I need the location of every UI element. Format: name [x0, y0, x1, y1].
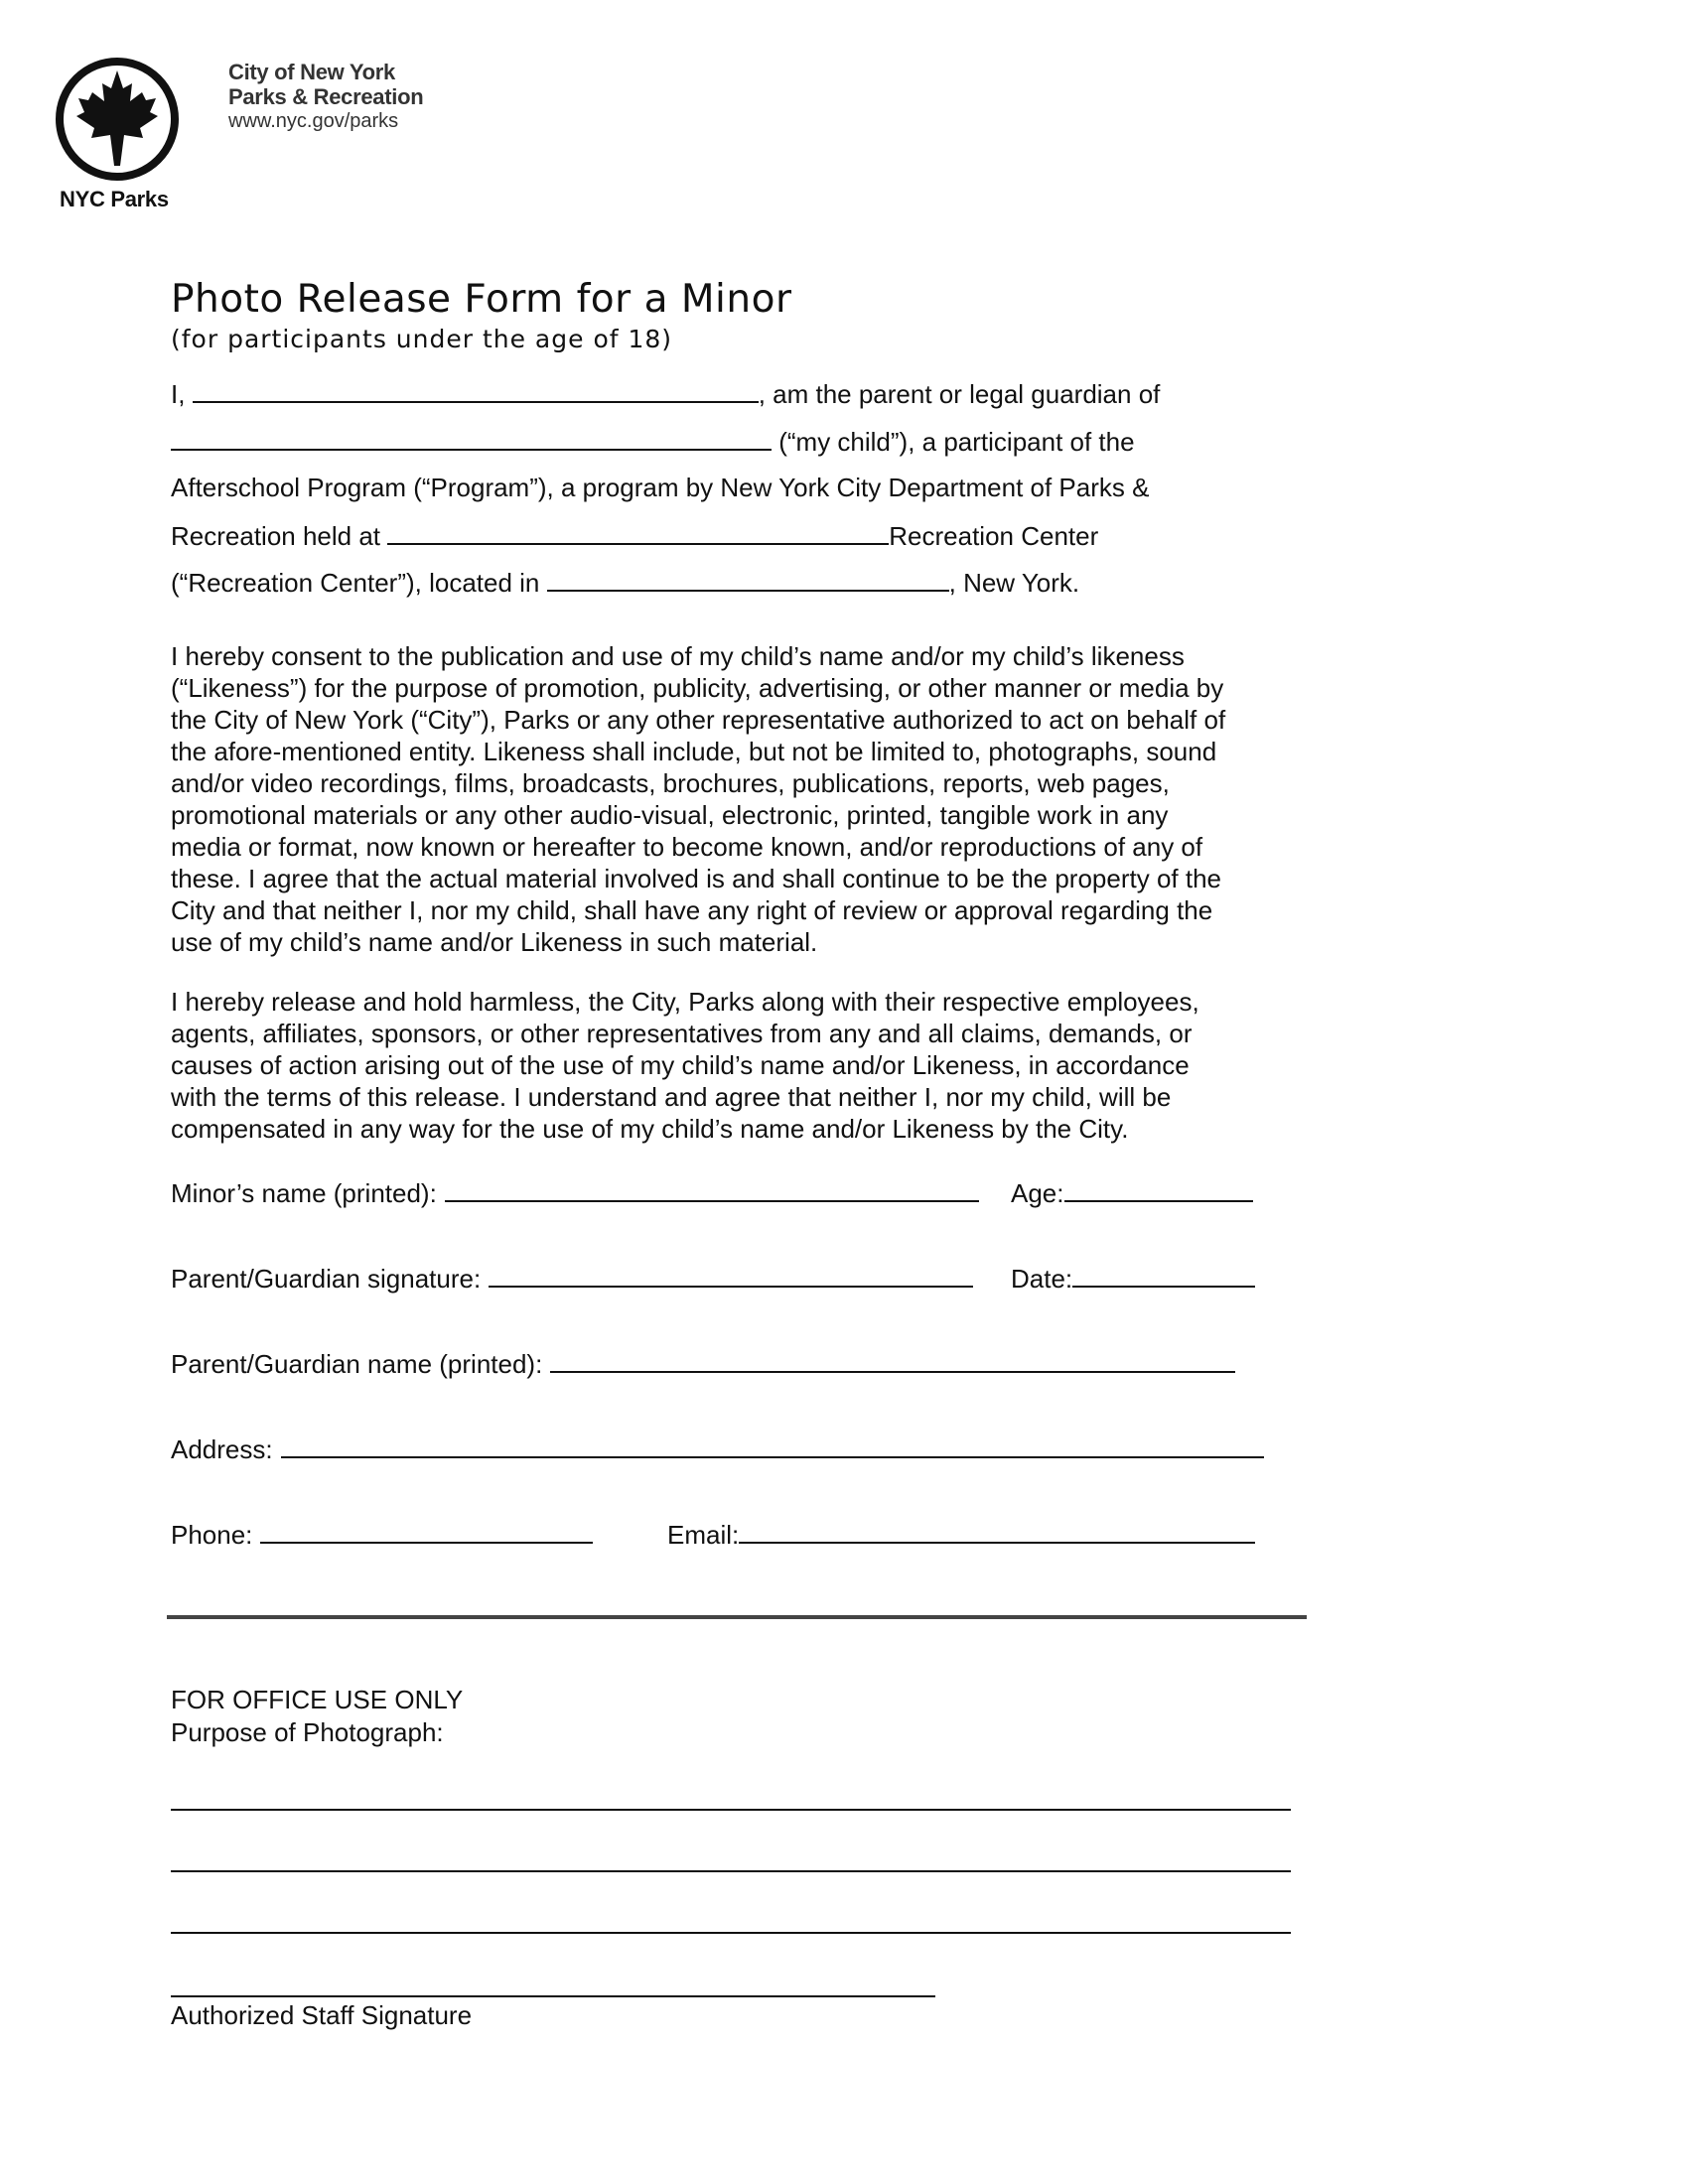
intro-line-1 — [171, 377, 1160, 410]
date-field — [1011, 1262, 1255, 1295]
org-name-line1: City of New York — [228, 60, 395, 84]
intro-l4-pre: Recreation held at — [171, 521, 381, 551]
consent-line: promotional materials or any other audio-visual, electronic, printed, tangible work in any — [171, 800, 1169, 830]
intro-line-5 — [171, 566, 1079, 599]
parent-name-blank[interactable] — [193, 377, 759, 403]
address-field — [171, 1433, 1264, 1465]
page-title: Photo Release Form for a Minor — [171, 277, 792, 322]
guardian-signature-blank[interactable] — [489, 1262, 973, 1288]
release-line: causes of action arising out of the use of my child’s name and/or Likeness, in accordance — [171, 1050, 1190, 1080]
consent-line: and/or video recordings, films, broadcasts, brochures, publications, reports, web pages, — [171, 768, 1170, 798]
intro-l5-pre: (“Recreation Center”), located in — [171, 568, 540, 598]
consent-line: these. I agree that the actual material involved is and shall continue to be the property of the — [171, 864, 1221, 893]
recreation-center-blank[interactable] — [387, 519, 889, 545]
intro-l2-post: (“my child”), a participant of the — [772, 427, 1135, 457]
logo-label: NYC Parks — [60, 187, 169, 211]
consent-paragraph — [171, 640, 1313, 958]
age-blank[interactable] — [1064, 1176, 1253, 1202]
staff-signature-line[interactable] — [171, 1995, 935, 1997]
minor-name-blank[interactable] — [445, 1176, 979, 1202]
email-label: Email: — [667, 1520, 740, 1550]
guardian-name-label: Parent/Guardian name (printed): — [171, 1349, 543, 1379]
guardian-signature-field — [171, 1262, 973, 1295]
release-line: with the terms of this release. I understand and agree that neither I, nor my child, will be — [171, 1082, 1172, 1112]
office-use-heading: FOR OFFICE USE ONLY — [171, 1685, 464, 1714]
date-blank[interactable] — [1072, 1262, 1255, 1288]
maple-leaf-icon — [55, 57, 180, 182]
email-blank[interactable] — [739, 1518, 1255, 1544]
page-subtitle: (for participants under the age of 18) — [171, 325, 673, 353]
org-info — [228, 60, 423, 134]
consent-line: the City of New York (“City”), Parks or any other representative authorized to act on behalf of — [171, 705, 1226, 735]
purpose-line-1[interactable] — [171, 1809, 1291, 1811]
intro-line-2 — [171, 425, 1135, 458]
age-field — [1011, 1176, 1253, 1209]
intro-l4-post: Recreation Center — [889, 521, 1099, 551]
release-line: agents, affiliates, sponsors, or other representatives from any and all claims, demands, or — [171, 1019, 1193, 1048]
consent-line: City and that neither I, nor my child, shall have any right of review or approval regarding the — [171, 895, 1213, 925]
minor-name-field — [171, 1176, 979, 1209]
minor-name-label: Minor’s name (printed): — [171, 1178, 437, 1208]
consent-line: (“Likeness”) for the purpose of promotion, publicity, advertising, or other manner or media by — [171, 673, 1224, 703]
child-name-blank[interactable] — [171, 425, 772, 451]
intro-line-3: Afterschool Program (“Program”), a program by New York City Department of Parks & — [171, 473, 1150, 502]
org-name-line2: Parks & Recreation — [228, 84, 424, 109]
location-blank[interactable] — [547, 566, 949, 592]
consent-line: I hereby consent to the publication and use of my child’s name and/or my child’s likeness — [171, 641, 1185, 671]
intro-l5-post: , New York. — [948, 568, 1080, 598]
intro-line-4 — [171, 519, 1098, 552]
age-label: Age: — [1011, 1178, 1064, 1208]
purpose-line-3[interactable] — [171, 1932, 1291, 1934]
address-blank[interactable] — [281, 1433, 1264, 1458]
staff-signature-label: Authorized Staff Signature — [171, 2000, 473, 2030]
email-field — [667, 1518, 1255, 1551]
purpose-label: Purpose of Photograph: — [171, 1717, 444, 1747]
guardian-signature-label: Parent/Guardian signature: — [171, 1264, 482, 1294]
consent-line: media or format, now known or hereafter to become known, and/or reproductions of any of — [171, 832, 1203, 862]
date-label: Date: — [1011, 1264, 1073, 1294]
address-label: Address: — [171, 1434, 273, 1464]
intro-l1-post: , am the parent or legal guardian of — [758, 379, 1161, 409]
purpose-line-2[interactable] — [171, 1870, 1291, 1872]
intro-l1-pre: I, — [171, 379, 186, 409]
phone-label: Phone: — [171, 1520, 253, 1550]
guardian-name-field — [171, 1347, 1235, 1380]
phone-field — [171, 1518, 593, 1551]
consent-line: use of my child’s name and/or Likeness in such material. — [171, 927, 818, 957]
phone-blank[interactable] — [260, 1518, 593, 1544]
section-divider — [167, 1615, 1307, 1619]
release-line: compensated in any way for the use of my child’s name and/or Likeness by the City. — [171, 1114, 1129, 1144]
release-line: I hereby release and hold harmless, the City, Parks along with their respective employees, — [171, 987, 1199, 1017]
release-paragraph — [171, 986, 1313, 1145]
guardian-name-blank[interactable] — [550, 1347, 1235, 1373]
org-url: www.nyc.gov/parks — [228, 110, 399, 132]
consent-line: the afore-mentioned entity. Likeness shall include, but not be limited to, photographs, sound — [171, 737, 1217, 766]
